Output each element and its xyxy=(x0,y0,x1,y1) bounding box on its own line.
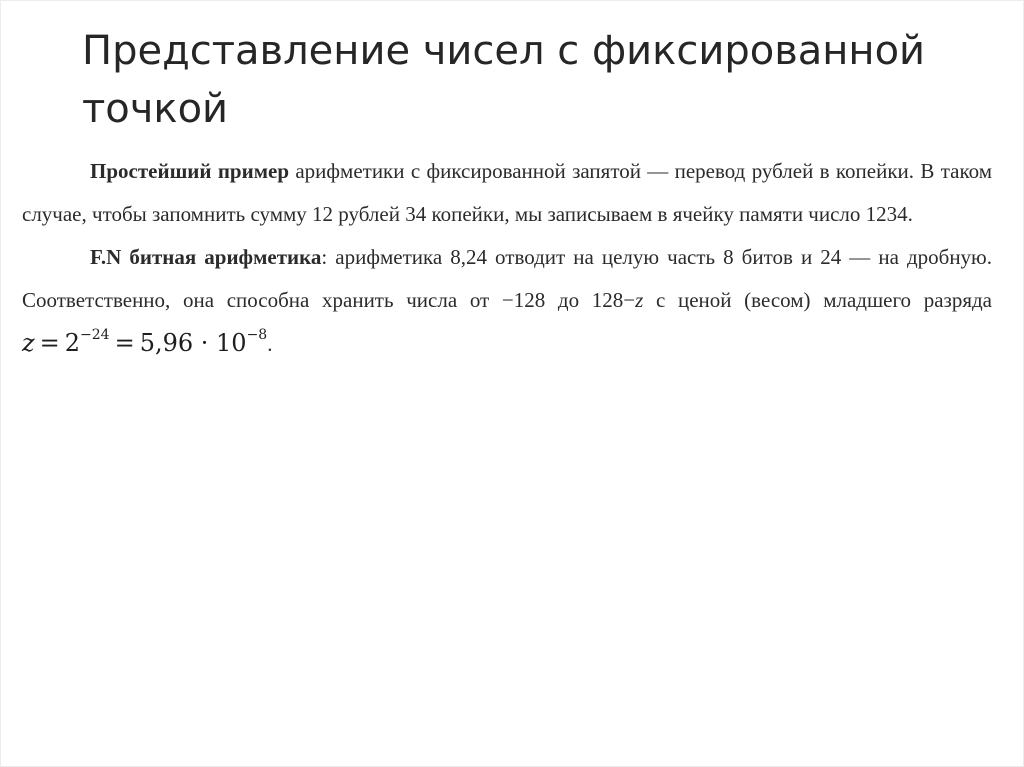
formula-variable-z: z xyxy=(22,329,35,357)
paragraph-fn-arithmetic xyxy=(22,236,992,366)
formula-lsb-weight xyxy=(22,329,267,357)
formula-equals: = xyxy=(114,329,135,357)
formula-exponent-ten: −8 xyxy=(246,327,268,343)
formula-exponent-two: −24 xyxy=(80,327,110,343)
paragraph-simple-example xyxy=(22,150,992,236)
paragraph-text: : арифметика 8,24 отводит на целую часть 8 битов и 24 — на дробную. Соответственно, она способна хранить числа от −128 до 128− xyxy=(22,245,992,312)
paragraph-lead-bold: F.N битная арифметика xyxy=(90,245,322,269)
formula-equals: = xyxy=(39,329,60,357)
slide-body xyxy=(22,150,992,366)
paragraph-lead-bold: Простейший пример xyxy=(90,159,290,183)
paragraph-text-continued: с ценой (весом) младшего разряда xyxy=(643,288,992,312)
formula-base-two: 2 xyxy=(64,329,81,357)
formula-mantissa: 5,96 · 10 xyxy=(139,329,247,357)
inline-variable-z: z xyxy=(635,288,644,312)
paragraph-period: . xyxy=(267,332,273,356)
slide-title: Представление чисел с фиксированной точкой xyxy=(82,28,926,132)
paragraph-text: арифметики с фиксированной запятой — перевод рублей в копейки. В таком случае, чтобы запомнить сумму 12 рублей 34 копейки, мы записываем в ячейку памяти число 1234. xyxy=(22,159,993,226)
